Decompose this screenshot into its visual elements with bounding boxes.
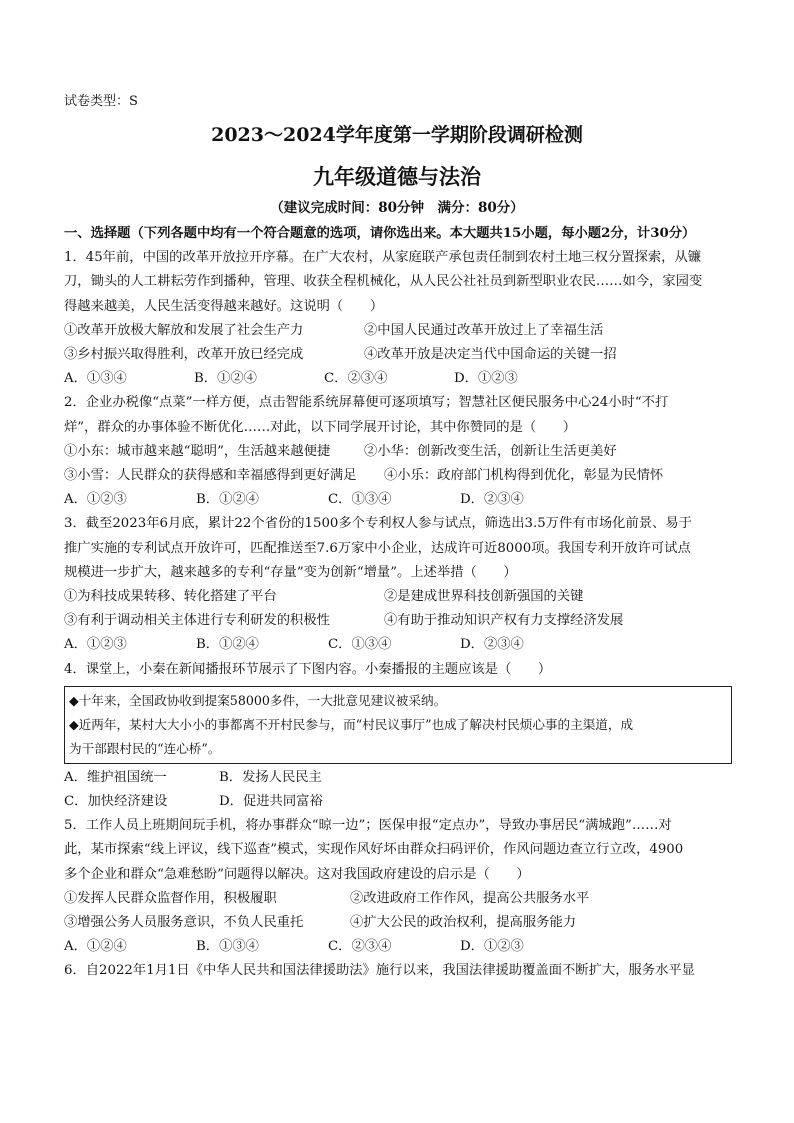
question-stem: 2．企业办税像“点菜”一样方便，点击智能系统屏幕便可逐项填写；智慧社区便民服务中心24小时“不打 [64, 395, 669, 411]
answer-options [64, 766, 732, 790]
question-stem: 3．截至2023年6月底，累计22个省份的1500多个专利权人参与试点，筛选出3.5万件有市场化前景、易于 [64, 516, 692, 532]
question-stem: 得越来越美，人民生活变得越来越好。这说明（ ） [64, 298, 384, 314]
statement: ②中国人民通过改革开放过上了幸福生活 [364, 322, 604, 338]
option-c[interactable]: C．①③④ [328, 492, 392, 508]
option-c[interactable]: C．②③④ [328, 939, 392, 955]
option-b[interactable]: B．①③④ [196, 939, 259, 955]
statement-row [64, 911, 732, 935]
option-a[interactable]: A．①②③ [64, 492, 127, 508]
statement: ②改进政府工作作风，提高公共服务水平 [350, 890, 590, 906]
option-d[interactable]: D．②③④ [460, 492, 524, 508]
section-heading: 一、选择题（下列各题中均有一个符合题意的选项，请你选出来。本大题共15小题，每小题2分，计30分） [64, 226, 696, 241]
option-c[interactable]: C．加快经济建设 [64, 794, 168, 810]
question-6 [64, 959, 732, 983]
option-d[interactable]: D．促进共同富裕 [219, 794, 323, 810]
statement-row [64, 887, 732, 911]
statement: ③小雪：人民群众的获得感和幸福感得到更好满足 [64, 468, 357, 484]
option-c[interactable]: C．①③④ [328, 637, 392, 653]
option-a[interactable]: A．①②④ [64, 939, 127, 955]
statement: ③乡村振兴取得胜利，改革开放已经完成 [64, 347, 304, 363]
answer-options [64, 488, 732, 512]
question-1 [64, 246, 732, 391]
time-score-note: （建议完成时间：80分钟 满分：80分） [270, 200, 524, 216]
subject-title: 九年级道德与法治 [313, 164, 481, 189]
statement: ①为科技成果转移、转化搭建了平台 [64, 589, 277, 605]
answer-options [64, 633, 732, 657]
answer-options [64, 367, 732, 391]
material-line: 为干部跟村民的“连心桥”。 [69, 740, 221, 756]
statement: ③增强公务人员服务意识，不负人民重托 [64, 915, 304, 931]
question-stem: 推广实施的专利试点开放许可，匹配推送至7.6万家中小企业，达成许可近8000项。我国专利开放许可试点 [64, 540, 691, 556]
option-b[interactable]: B．①②④ [194, 371, 257, 387]
statement-row [64, 440, 732, 464]
paper-type-label: 试卷类型：S [64, 94, 138, 109]
question-stem: 刀，锄头的人工耕耘劳作到播种，管理、收获全程机械化，从人民公社社员到新型职业农民……如今，家园变 [64, 274, 703, 290]
option-a[interactable]: A．维护祖国统一 [64, 769, 167, 785]
statement-row [64, 319, 732, 343]
question-5 [64, 814, 732, 959]
question-stem: 6．自2022年1月1日《中华人民共和国法律援助法》施行以来，我国法律援助覆盖面不断扩大，服务水平显 [64, 963, 695, 979]
statement: ①发挥人民群众监督作用，积极履职 [64, 890, 277, 906]
question-stem: 1．45年前，中国的改革开放拉开序幕。在广大农村，从家庭联产承包责任制到农村土地三权分置探索，从镰 [64, 250, 702, 266]
question-stem: 5．工作人员上班期间玩手机，将办事群众“晾一边”；医保申报“定点办”，导致办事居民“满城跑”……对 [64, 818, 672, 834]
statement-row [64, 585, 732, 609]
material-line: ◆近两年，某村大大小小的事都离不开村民参与，而“村民议事厅”也成了解决村民烦心事的主渠道，成 [69, 716, 634, 732]
option-a[interactable]: A．①②③ [64, 637, 127, 653]
statement-row [64, 609, 732, 633]
option-d[interactable]: D．①②③ [454, 371, 518, 387]
statement: ④改革开放是决定当代中国命运的关键一招 [364, 347, 617, 363]
option-d[interactable]: D．①②③ [460, 939, 524, 955]
material-line: ◆十年来，全国政协收到提案58000多件，一大批意见建议被采纳。 [69, 692, 447, 708]
statement-row [64, 464, 732, 488]
statement: ①小东：城市越来越“聪明”，生活越来越便捷 [64, 443, 331, 459]
option-b[interactable]: B．发扬人民民主 [219, 769, 322, 785]
answer-options [64, 935, 732, 959]
statement: ②是建成世界科技创新强国的关键 [384, 589, 584, 605]
option-b[interactable]: B．①②④ [196, 637, 259, 653]
question-content [64, 222, 732, 984]
question-stem: 多个企业和群众“急难愁盼”问题得以解决。这对我国政府建设的启示是（ ） [64, 866, 530, 882]
question-stem: 此，某市探索“线上评议，线下巡查”模式，实现作风好坏由群众扫码评价，作风问题边查立行立改，4900 [64, 842, 684, 858]
statement: ④扩大公民的政治权利，提高服务能力 [350, 915, 577, 931]
statement: ④有助于推动知识产权有力支撑经济发展 [384, 613, 624, 629]
statement: ③有利于调动相关主体进行专利研发的积极性 [64, 613, 330, 629]
question-4 [64, 658, 732, 815]
question-2 [64, 391, 732, 512]
question-stem: 烊”，群众的办事体验不断优化……对此，以下同学展开讨论，其中你赞同的是（ ） [64, 419, 577, 435]
option-a[interactable]: A．①③④ [64, 371, 127, 387]
statement: ②小华：创新改变生活，创新让生活更美好 [364, 443, 617, 459]
option-d[interactable]: D．②③④ [460, 637, 524, 653]
option-c[interactable]: C．②③④ [324, 371, 388, 387]
answer-options [64, 790, 732, 814]
question-3 [64, 512, 732, 657]
option-b[interactable]: B．①②④ [196, 492, 259, 508]
question-stem: 规模进一步扩大，越来越多的专利“存量”变为创新“增量”。上述举措（ ） [64, 564, 517, 580]
statement: ④小乐：政府部门机构得到优化，彰显为民情怀 [384, 468, 664, 484]
exam-title: 2023～2024学年度第一学期阶段调研检测 [211, 124, 583, 146]
news-material-box [64, 686, 732, 764]
statement: ①改革开放极大解放和发展了社会生产力 [64, 322, 304, 338]
statement-row [64, 343, 732, 367]
question-stem: 4．课堂上，小秦在新闻播报环节展示了下图内容。小秦播报的主题应该是（ ） [64, 661, 552, 677]
